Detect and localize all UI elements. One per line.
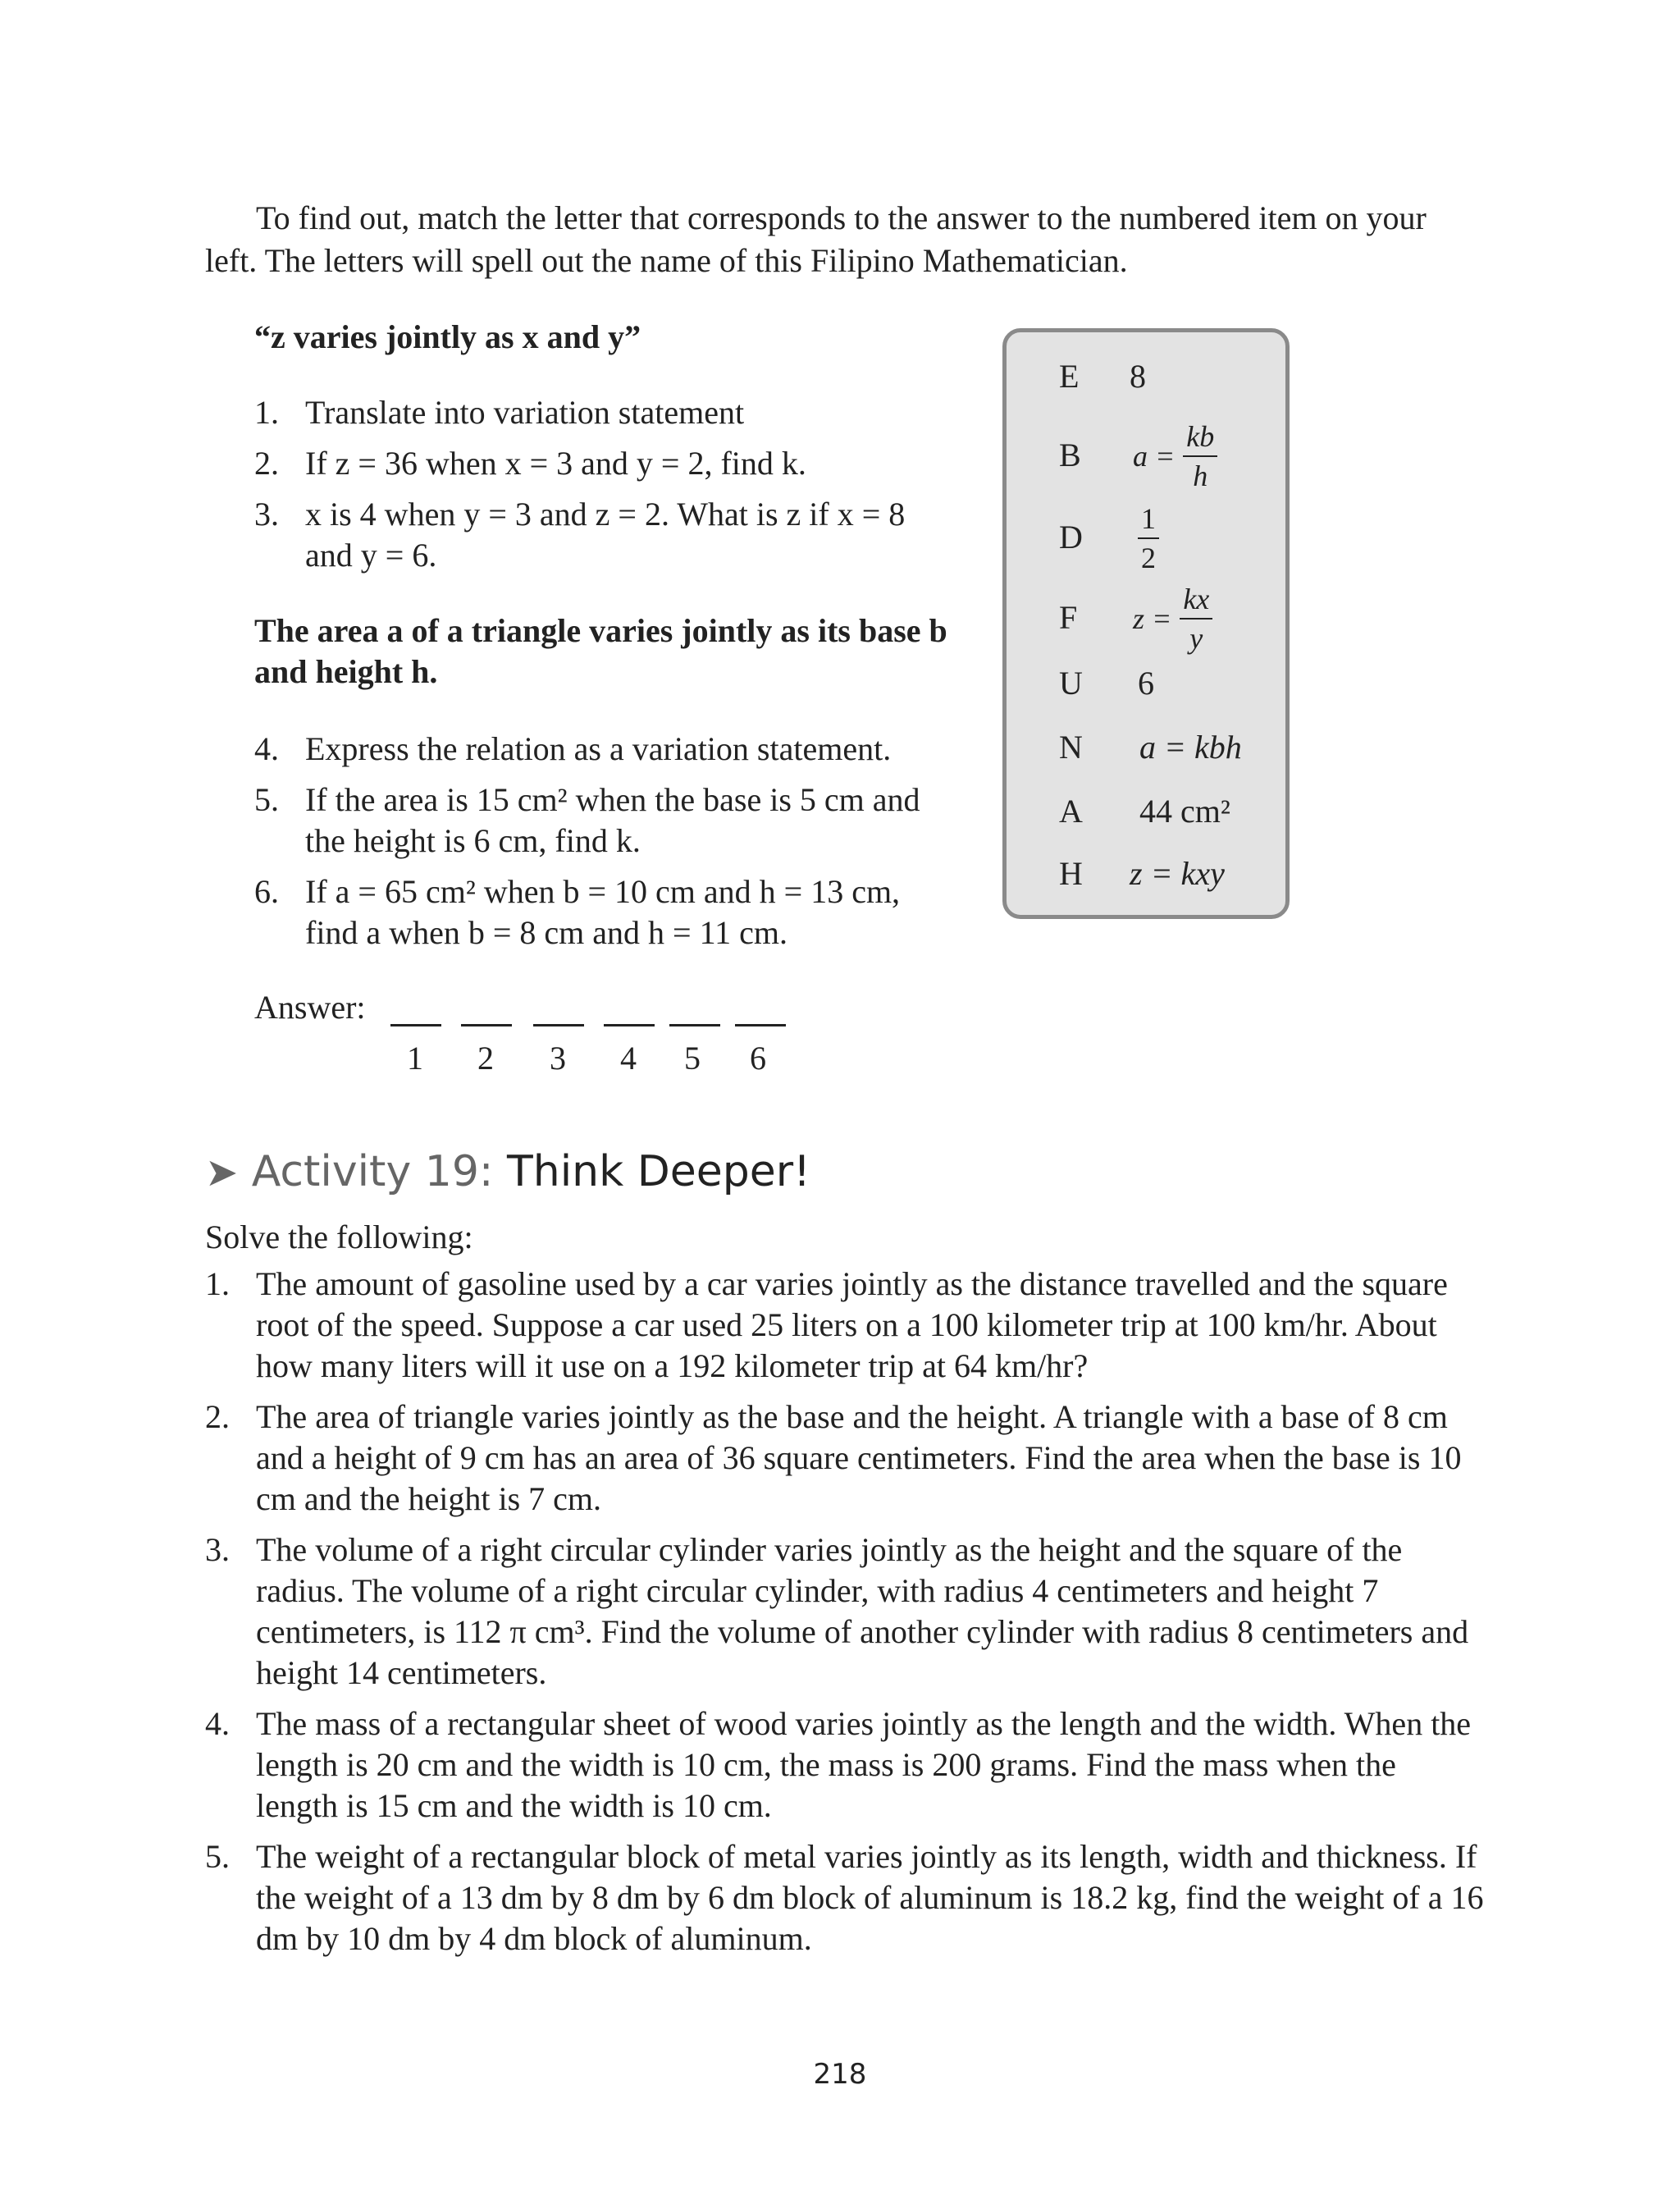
question-number: 3. (254, 496, 279, 533)
answer-blank-5[interactable] (669, 1024, 720, 1026)
question-item (254, 871, 960, 953)
problem-item (205, 1529, 1485, 1694)
fraction (1138, 500, 1159, 577)
question-number: 1. (254, 394, 279, 431)
key-value: z = kxy (1130, 855, 1225, 892)
problem-text: The volume of a right circular cylinder varies jointly as the height and the square of the radius. The volume of a right circular cylinder, with radius 4 centimeters and height 7 centimeters, is 112 π cm³. Find the volume of another cylinder with radius 8 centimeters and height 14 centimeters. (256, 1531, 1469, 1691)
key-value-lhs: a = (1133, 440, 1176, 473)
solve-intro: Solve the following: (205, 1218, 473, 1255)
question-number: 4. (254, 730, 279, 767)
question-text: x is 4 when y = 3 and z = 2. What is z if x = 8 and y = 6. (305, 496, 906, 574)
intro-paragraph: To find out, match the letter that corresponds to the answer to the numbered item on your left. The letters will spell out the name of this Filipino Mathematician. (205, 199, 1427, 279)
key-letter: E (1059, 358, 1080, 395)
question-text: Express the relation as a variation statement. (305, 730, 892, 767)
answer-blank-2[interactable] (461, 1024, 512, 1026)
problem-item (205, 1264, 1485, 1387)
question-item (254, 780, 960, 862)
problem-text: The area of triangle varies jointly as the base and the height. A triangle with a base of 8 cm and a height of 9 cm has an area of 36 square centimeters. Find the area when the base is 10 cm and the height is 7 cm. (256, 1398, 1462, 1517)
activity-heading (205, 1147, 810, 1196)
question-item (254, 392, 960, 433)
key-value: 6 (1138, 665, 1154, 702)
group2-heading: The area a of a triangle varies jointly as its base b and height h. (254, 612, 947, 690)
key-letter: D (1059, 519, 1083, 556)
fraction-denominator: 2 (1141, 542, 1156, 574)
problem-item (205, 1703, 1485, 1827)
answer-number: 2 (477, 1040, 494, 1077)
key-letter: N (1059, 729, 1083, 766)
answer-blank-3[interactable] (533, 1024, 584, 1026)
activity-label: Activity 19: (251, 1147, 494, 1196)
key-letter: A (1059, 793, 1083, 830)
answer-label: Answer: (254, 989, 366, 1026)
group2-question-list (254, 729, 960, 963)
problem-text: The amount of gasoline used by a car varies jointly as the distance travelled and the square root of the speed. Suppose a car used 25 liters on a 100 kilometer trip at 100 km/hr. About how many liters will it use on a 192 kilometer trip at 64 km/hr? (256, 1265, 1448, 1384)
key-letter: F (1059, 599, 1078, 636)
answer-number: 3 (550, 1040, 566, 1077)
problem-number: 2. (205, 1398, 230, 1435)
key-value: 8 (1130, 358, 1146, 395)
key-value (1138, 500, 1159, 577)
question-item (254, 729, 960, 770)
fraction-numerator: 1 (1138, 500, 1159, 539)
fraction-numerator: kb (1183, 418, 1217, 457)
activity-title: Think Deeper! (506, 1147, 810, 1196)
key-value (1133, 418, 1217, 495)
fraction-denominator: y (1189, 622, 1203, 655)
problem-number: 5. (205, 1838, 230, 1875)
answer-key-box (1002, 328, 1290, 919)
problem-text: The mass of a rectangular sheet of wood varies jointly as the length and the width. When the length is 20 cm and the width is 10 cm, the mass is 200 grams. Find the mass when the length is 15 cm and the width is 10 cm. (256, 1705, 1472, 1824)
fraction (1180, 580, 1212, 657)
answer-number: 6 (750, 1040, 766, 1077)
question-item (254, 443, 960, 484)
question-item (254, 494, 960, 576)
question-text: Translate into variation statement (305, 394, 745, 431)
question-number: 5. (254, 781, 279, 818)
key-value: a = kbh (1139, 729, 1242, 766)
question-number: 2. (254, 445, 279, 482)
key-value: 44 cm² (1139, 793, 1230, 830)
problem-text: The weight of a rectangular block of metal varies jointly as its length, width and thickness. If the weight of a 13 dm by 8 dm by 6 dm block of aluminum is 18.2 kg, find the weight of a 16 dm by 10 dm by 4 dm block of aluminum. (256, 1838, 1484, 1957)
fraction (1183, 418, 1217, 495)
answer-blank-4[interactable] (604, 1024, 655, 1026)
page-number: 218 (813, 2058, 867, 2091)
answer-number: 1 (407, 1040, 423, 1077)
problem-item (205, 1836, 1485, 1959)
key-value (1133, 580, 1212, 657)
key-letter: H (1059, 855, 1083, 892)
key-letter: B (1059, 437, 1081, 473)
key-value-lhs: z = (1133, 602, 1172, 635)
answer-number: 4 (620, 1040, 637, 1077)
fraction-denominator: h (1193, 459, 1208, 492)
question-number: 6. (254, 873, 279, 910)
problem-list (205, 1264, 1485, 1969)
group1-heading: “z varies jointly as x and y” (254, 318, 641, 355)
fraction-numerator: kx (1180, 580, 1212, 620)
question-text: If a = 65 cm² when b = 10 cm and h = 13 cm, find a when b = 8 cm and h = 11 cm. (305, 873, 901, 951)
answer-blank-1[interactable] (390, 1024, 441, 1026)
group1-question-list (254, 392, 960, 586)
answer-number: 5 (684, 1040, 701, 1077)
question-text: If z = 36 when x = 3 and y = 2, find k. (305, 445, 806, 482)
problem-number: 3. (205, 1531, 230, 1568)
problem-number: 1. (205, 1265, 230, 1302)
key-letter: U (1059, 665, 1083, 702)
problem-item (205, 1397, 1485, 1520)
answer-blank-6[interactable] (735, 1024, 786, 1026)
arrow-icon: ➤ (205, 1150, 239, 1196)
question-text: If the area is 15 cm² when the base is 5 cm and the height is 6 cm, find k. (305, 781, 920, 859)
problem-number: 4. (205, 1705, 230, 1742)
